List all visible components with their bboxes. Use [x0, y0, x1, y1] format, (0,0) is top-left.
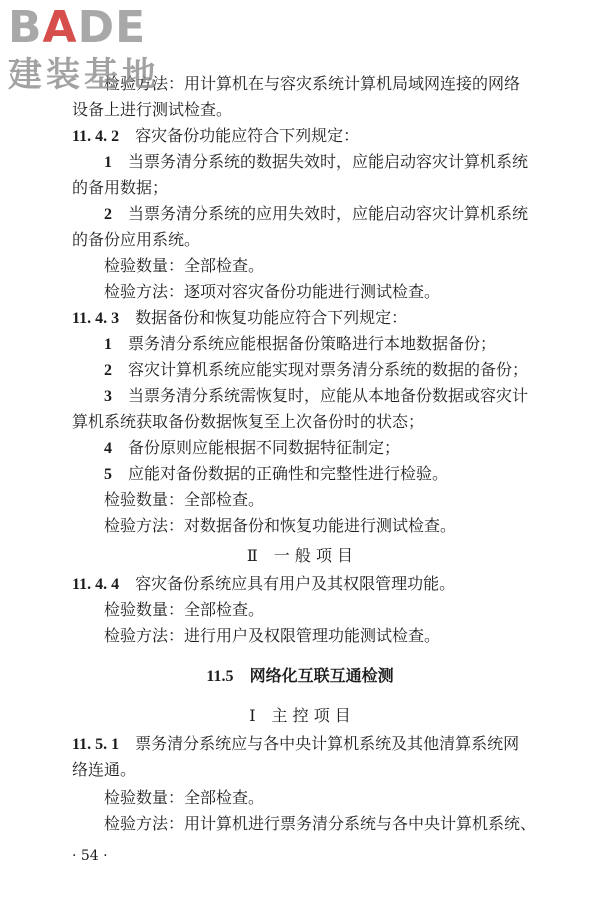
clause-11-4-3: 11. 4. 3 数据备份和恢复功能应符合下列规定： — [72, 308, 408, 327]
text-line: 的备份应用系统。 — [72, 230, 201, 249]
watermark-brand: BADE — [8, 2, 147, 53]
section-heading-main: Ⅰ 主 控 项 目 — [249, 706, 351, 725]
section-number: 11.5 — [206, 668, 234, 685]
item-number: 1 — [104, 154, 112, 171]
text-line: 算机系统获取备份数据恢复至上次备份时的状态； — [72, 412, 425, 431]
clause-11-5-1: 11. 5. 1 票务清分系统应与各中央计算机系统及其他清算系统网 — [72, 734, 520, 753]
item-number: 3 — [104, 388, 112, 405]
list-item: 4 备份原则应能根据不同数据特征制定； — [104, 438, 401, 457]
clause-number: 11. 4. 2 — [72, 128, 120, 145]
text-line: 检验方法：用计算机在与容灾系统计算机局域网连接的网络 — [104, 74, 521, 93]
list-item: 5 应能对备份数据的正确性和完整性进行检验。 — [104, 464, 449, 483]
text-line: 的备用数据； — [72, 178, 169, 197]
clause-11-4-4: 11. 4. 4 容灾备份系统应具有用户及其权限管理功能。 — [72, 574, 456, 593]
list-item: 2 容灾计算机系统应能实现对票务清分系统的数据的备份； — [104, 360, 529, 379]
text-line: 络连通。 — [72, 760, 137, 779]
clause-11-4-2 — [72, 126, 359, 147]
list-item: 2 当票务清分系统的应用失效时，应能启动容灾计算机系统 — [104, 204, 529, 223]
page-number: · 54 · — [72, 848, 108, 864]
item-number: 5 — [104, 466, 112, 483]
list-item: 3 当票务清分系统需恢复时，应能从本地备份数据或容灾计 — [104, 386, 529, 405]
clause-text: 容灾备份功能应符合下列规定： — [135, 126, 360, 145]
section-title-11-5: 11.5 网络化互联互通检测 — [206, 666, 394, 685]
text-line: 设备上进行测试检查。 — [72, 100, 233, 119]
item-number: 2 — [104, 362, 112, 379]
text-line: 检验数量：全部检查。 — [104, 600, 265, 619]
text-line: 检验方法：进行用户及权限管理功能测试检查。 — [104, 626, 441, 645]
item-number: 2 — [104, 206, 112, 223]
list-item: 1 当票务清分系统的数据失效时，应能启动容灾计算机系统 — [104, 152, 529, 171]
text-line: 检验方法：用计算机进行票务清分系统与各中央计算机系统、 — [104, 814, 537, 833]
watermark-subtitle: 建装基地 — [8, 55, 160, 95]
clause-number: 11. 4. 3 — [72, 310, 120, 327]
section-heading-general: Ⅱ 一 般 项 目 — [246, 546, 354, 565]
clause-number: 11. 4. 4 — [72, 576, 120, 593]
text-line: 检验数量：全部检查。 — [104, 256, 265, 275]
text-line: 检验数量：全部检查。 — [104, 788, 265, 807]
list-item: 1 票务清分系统应能根据备份策略进行本地数据备份； — [104, 334, 497, 353]
item-number: 4 — [104, 440, 112, 457]
clause-number: 11. 5. 1 — [72, 736, 120, 753]
text-line: 检验方法：逐项对容灾备份功能进行测试检查。 — [104, 282, 441, 301]
text-line: 检验数量：全部检查。 — [104, 490, 265, 509]
text-line: 检验方法：对数据备份和恢复功能进行测试检查。 — [104, 516, 457, 535]
item-number: 1 — [104, 336, 112, 353]
watermark-logo — [8, 4, 178, 96]
